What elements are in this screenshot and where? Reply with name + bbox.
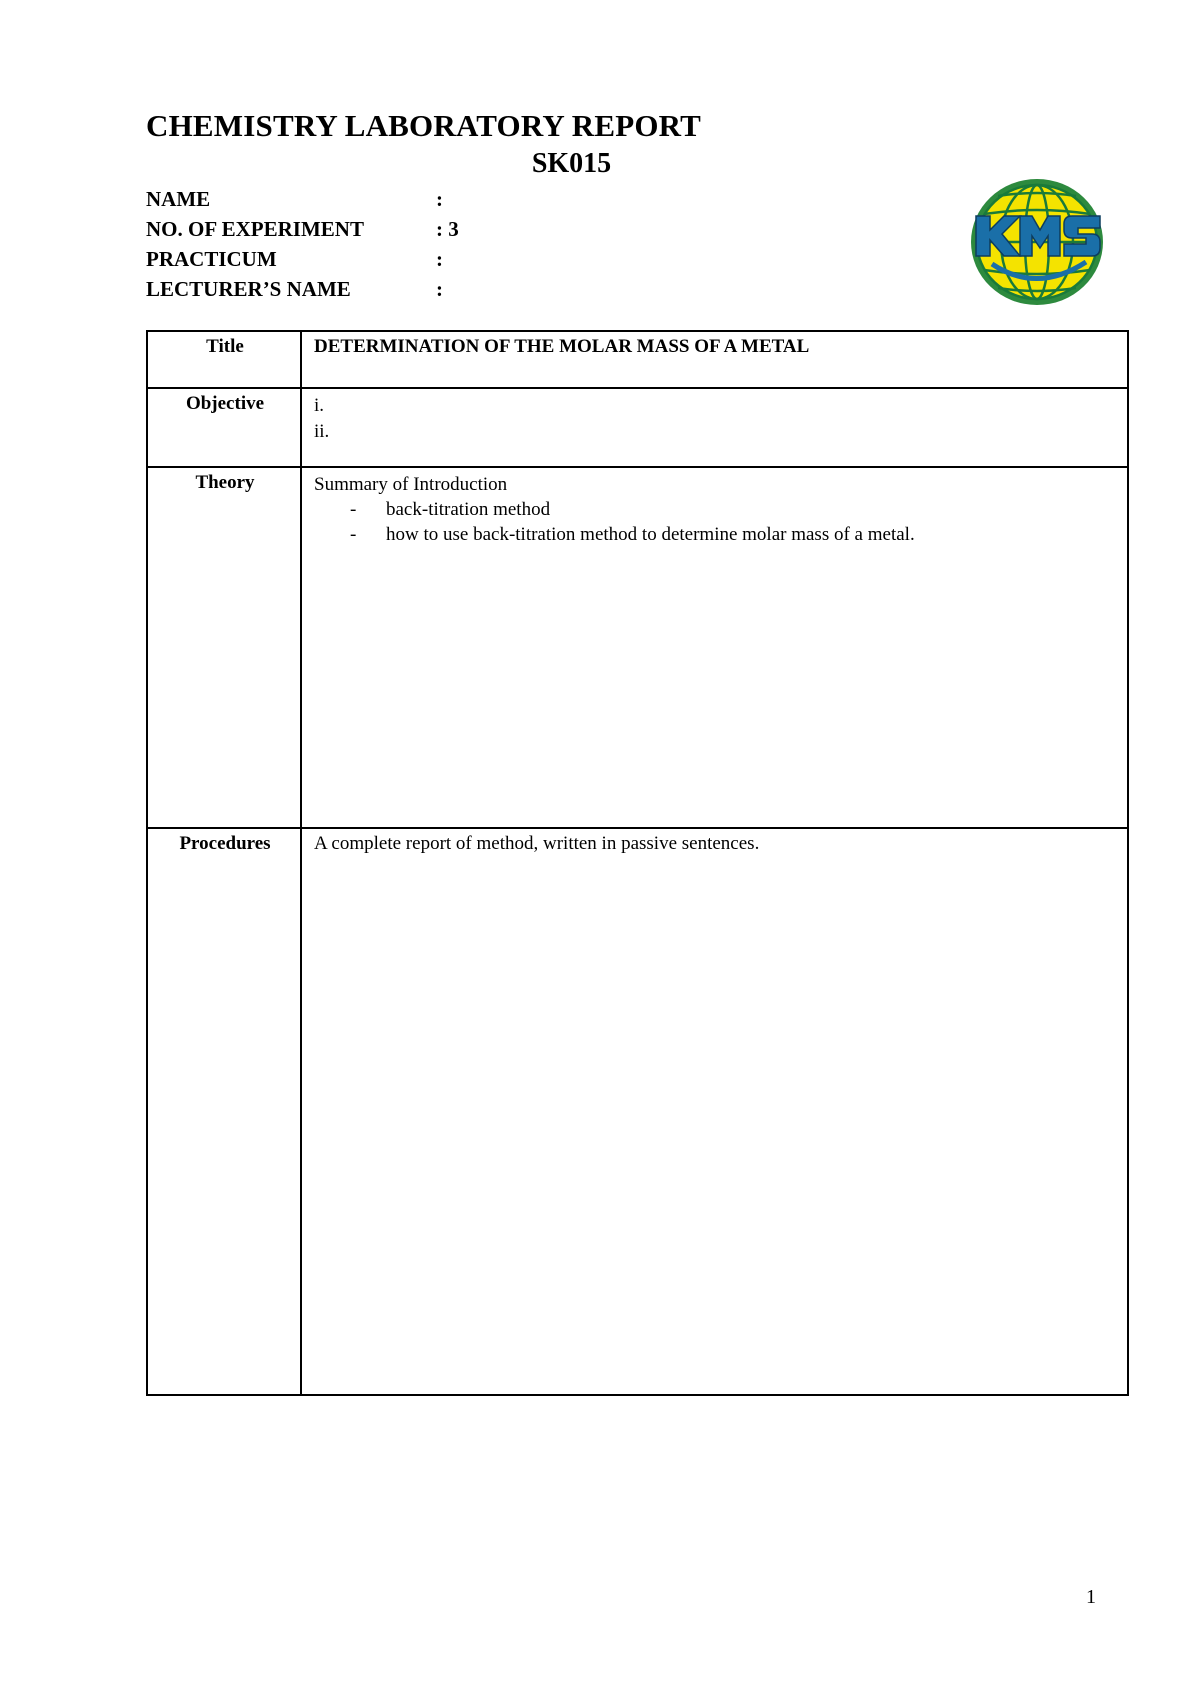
objective-item: i. bbox=[314, 395, 325, 416]
info-label: PRACTICUM bbox=[146, 246, 277, 271]
bullet-text: back-titration method bbox=[386, 499, 551, 520]
info-value: : bbox=[436, 186, 443, 211]
table-row-theory bbox=[147, 467, 1128, 828]
report-table bbox=[146, 330, 1129, 1396]
info-label: LECTURER’S NAME bbox=[146, 276, 351, 301]
bullet-dash: - bbox=[350, 524, 357, 545]
info-value: : 3 bbox=[436, 216, 459, 241]
course-code: SK015 bbox=[531, 148, 612, 179]
info-value: : bbox=[436, 276, 443, 301]
objective-cell bbox=[301, 388, 1128, 467]
row-label: Objective bbox=[147, 388, 301, 467]
theory-cell bbox=[301, 467, 1128, 828]
bullet-text: how to use back-titration method to determine molar mass of a metal. bbox=[386, 524, 915, 545]
bullet-dash: - bbox=[350, 499, 357, 520]
info-value: : bbox=[436, 246, 443, 271]
info-label: NAME bbox=[146, 186, 211, 211]
table-row-objective bbox=[147, 388, 1128, 467]
experiment-title: DETERMINATION OF THE MOLAR MASS OF A METAL bbox=[314, 336, 810, 357]
info-row-lecturer bbox=[146, 274, 459, 304]
theory-bullet bbox=[314, 522, 1117, 547]
table-row-procedures bbox=[147, 828, 1128, 1395]
row-label: Title bbox=[147, 331, 301, 388]
procedures-cell bbox=[301, 828, 1128, 1395]
objective-item: ii. bbox=[314, 421, 330, 442]
kms-college-logo-icon bbox=[968, 176, 1106, 308]
title-cell bbox=[301, 331, 1128, 388]
info-row-experiment bbox=[146, 214, 459, 244]
student-info bbox=[146, 184, 459, 304]
theory-heading: Summary of Introduction bbox=[314, 474, 508, 495]
info-row-practicum bbox=[146, 244, 459, 274]
info-row-name bbox=[146, 184, 459, 214]
page-number: 1 bbox=[1086, 1586, 1096, 1608]
report-title: CHEMISTRY LABORATORY REPORT bbox=[146, 108, 702, 143]
procedures-text: A complete report of method, written in passive sentences. bbox=[314, 833, 760, 854]
table-row-title bbox=[147, 331, 1128, 388]
row-label: Theory bbox=[147, 467, 301, 828]
info-label: NO. OF EXPERIMENT bbox=[146, 216, 364, 241]
row-label: Procedures bbox=[147, 828, 301, 1395]
theory-bullet bbox=[314, 497, 1117, 522]
